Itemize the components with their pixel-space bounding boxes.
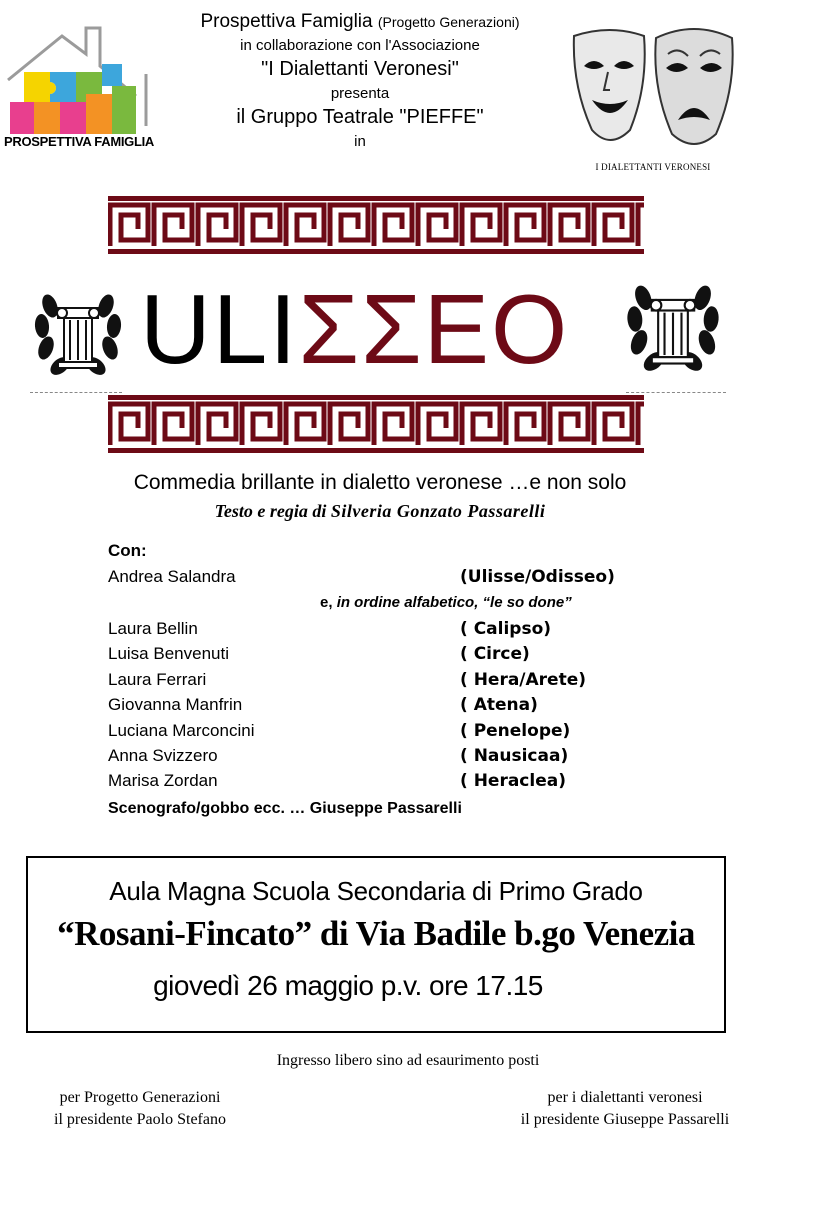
org-line — [150, 12, 570, 31]
greek-key-unit — [550, 404, 588, 445]
decorative-line-right — [626, 392, 726, 394]
subtitle: Commedia brillante in dialetto veronese …e non solo — [133, 471, 627, 494]
greek-key-unit — [594, 205, 632, 246]
greek-key-border-bottom — [108, 395, 644, 453]
collab-line: in collaborazione con l'Associazione — [240, 37, 480, 54]
cast-role: ( Circe) — [460, 644, 530, 665]
puzzle-house-logo-icon — [4, 14, 155, 154]
cast-name: Giovanna Manfrin — [108, 695, 243, 715]
org-project: (Progetto Generazioni) — [377, 14, 520, 30]
cast-name: Andrea Salandra — [108, 567, 236, 586]
cast-role: ( Penelope) — [460, 720, 571, 741]
cast-row — [108, 771, 668, 796]
cast-name: Luisa Benvenuti — [108, 644, 229, 664]
scenographer-line: Scenografo/gobbo ecc. … Giuseppe Passarelli — [108, 800, 462, 817]
order-note-prefix: e, — [320, 594, 337, 611]
show-title — [140, 274, 600, 384]
greek-key-unit — [242, 205, 280, 246]
greek-key-unit — [550, 205, 588, 246]
dialettanti-logo-label: I DIALETTANTI VERONESI — [595, 162, 711, 172]
cast-name: Luciana Marconcini — [108, 720, 255, 740]
theatre-masks-icon — [560, 16, 746, 156]
greek-key-unit — [594, 404, 632, 445]
greek-key-unit — [330, 205, 368, 246]
greek-key-unit — [374, 205, 412, 246]
greek-key-unit — [374, 404, 412, 445]
greek-key-unit — [506, 404, 544, 445]
cast-row — [108, 746, 668, 771]
signature-right-line2: il presidente Giuseppe Passarelli — [520, 1111, 730, 1128]
org-name: Prospettiva Famiglia — [200, 11, 373, 32]
cast-name: Laura Bellin — [108, 619, 198, 638]
assoc-name: "I Dialettanti Veronesi" — [261, 58, 459, 80]
cast-role: ( Nausicaa) — [460, 746, 569, 766]
cast-row — [108, 619, 668, 644]
greek-key-border-top — [108, 196, 644, 254]
laurel-column-icon — [28, 266, 128, 386]
greek-key-unit — [198, 205, 236, 246]
signature-left-line2: il presidente Paolo Stefano — [54, 1111, 226, 1128]
cast-role: (Ulisse/Odisseo) — [460, 567, 615, 587]
cast-role: ( Calipso) — [460, 619, 552, 639]
group-name: il Gruppo Teatrale "PIEFFE" — [236, 106, 484, 128]
greek-key-unit — [418, 404, 456, 445]
greek-key-unit — [286, 404, 324, 445]
presents-line: presenta — [330, 85, 390, 102]
laurel-column-icon — [620, 254, 726, 384]
signature-right — [480, 1087, 770, 1131]
greek-key-unit — [242, 404, 280, 445]
greek-key-unit — [330, 404, 368, 445]
cast-lead-row — [108, 567, 668, 592]
greek-key-unit — [418, 205, 456, 246]
author-name: Silveria Gonzato Passarelli — [330, 501, 546, 521]
greek-key-unit — [154, 205, 192, 246]
signature-left — [20, 1087, 260, 1131]
order-note — [320, 594, 572, 611]
header-block — [150, 8, 570, 149]
cast-row — [108, 670, 668, 695]
cast-row — [108, 644, 668, 669]
signature-left-line1: per Progetto Generazioni — [59, 1089, 221, 1106]
order-note-italic: in ordine alfabetico, — [336, 594, 479, 611]
cast-name: Marisa Zordan — [108, 771, 218, 791]
free-entry-note: Ingresso libero sino ad esaurimento posti — [276, 1052, 540, 1069]
decorative-line-left — [30, 392, 122, 394]
signature-right-line1: per i dialettanti veronesi — [547, 1089, 703, 1106]
greek-key-unit — [462, 205, 500, 246]
greek-key-unit — [638, 205, 644, 246]
cast-name: Laura Ferrari — [108, 669, 207, 689]
greek-key-unit — [154, 404, 192, 445]
greek-key-unit — [286, 205, 324, 246]
greek-key-unit — [506, 205, 544, 246]
cast-heading: Con: — [108, 541, 147, 560]
cast-role: ( Heraclea) — [460, 771, 566, 792]
greek-key-unit — [198, 404, 236, 445]
venue-school: Aula Magna Scuola Secondaria di Primo Grado — [109, 876, 643, 906]
cast-row — [108, 695, 668, 720]
greek-key-unit — [638, 404, 644, 445]
venue-address: “Rosani-Fincato” di Via Badile b.go Venezia — [57, 914, 695, 953]
author-prefix: Testo e regia di — [214, 501, 331, 521]
title-part-greek: ΣΣΕΟ — [298, 274, 570, 384]
greek-key-unit — [462, 404, 500, 445]
greek-key-unit — [110, 205, 148, 246]
venue-box — [26, 856, 726, 1033]
prospettiva-famiglia-logo-label: PROSPETTIVA FAMIGLIA — [4, 134, 155, 149]
title-part-latin: ULI — [140, 274, 299, 384]
cast-name: Anna Svizzero — [108, 746, 218, 765]
cast-role: ( Atena) — [460, 695, 538, 716]
greek-key-unit — [110, 404, 148, 445]
cast-row — [108, 721, 668, 746]
venue-datetime: giovedì 26 maggio p.v. ore 17.15 — [153, 970, 543, 1001]
author-line — [60, 501, 700, 522]
order-note-suffix: “le so done” — [478, 594, 572, 611]
cast-role: ( Hera/Arete) — [460, 669, 587, 690]
in-line: in — [354, 133, 366, 150]
